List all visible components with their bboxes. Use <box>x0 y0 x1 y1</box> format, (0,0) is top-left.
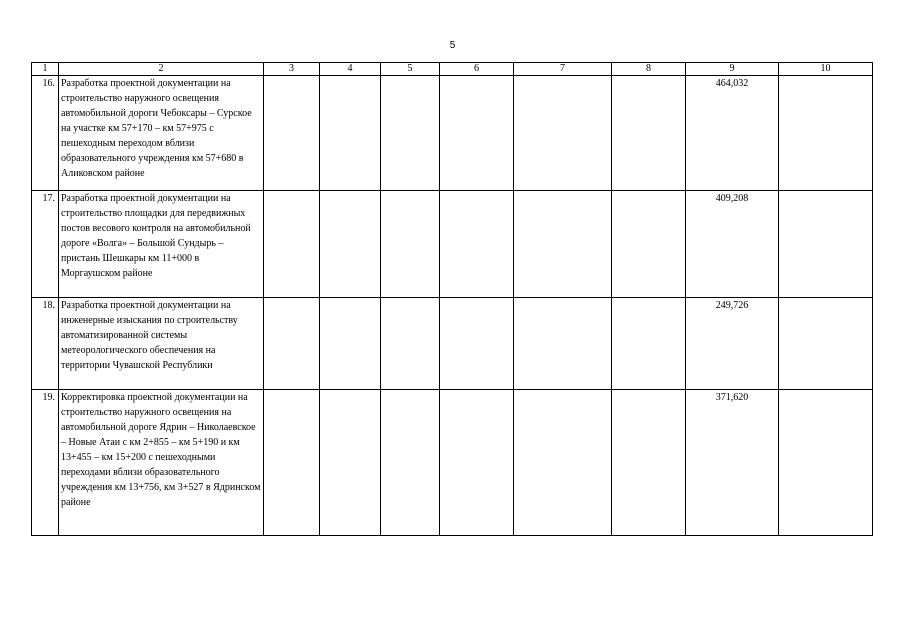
table-row <box>32 298 873 390</box>
cell <box>440 76 514 191</box>
column-header: 3 <box>264 63 320 76</box>
cell <box>612 390 686 536</box>
column-header: 5 <box>381 63 440 76</box>
cell <box>320 76 381 191</box>
cell <box>264 191 320 298</box>
cell <box>440 191 514 298</box>
cell <box>320 390 381 536</box>
row-number: 18. <box>32 298 59 390</box>
cell <box>320 298 381 390</box>
column-header: 10 <box>779 63 873 76</box>
column-header: 7 <box>514 63 612 76</box>
table-row <box>32 191 873 298</box>
cell <box>381 76 440 191</box>
column-header: 8 <box>612 63 686 76</box>
cell <box>264 76 320 191</box>
cell <box>779 76 873 191</box>
column-header: 1 <box>32 63 59 76</box>
table-row <box>32 76 873 191</box>
cell <box>514 390 612 536</box>
row-number: 16. <box>32 76 59 191</box>
cell <box>612 191 686 298</box>
column-header: 6 <box>440 63 514 76</box>
cell <box>514 191 612 298</box>
row-description: Разработка проектной документации на инженерные изыскания по строительству автоматизированной системы метеорологического обеспечения на территории Чувашской Республики <box>59 298 264 390</box>
amount-cell: 371,620 <box>686 390 779 536</box>
cell <box>514 298 612 390</box>
column-header: 9 <box>686 63 779 76</box>
column-header: 2 <box>59 63 264 76</box>
cell <box>440 298 514 390</box>
table-header-row <box>32 63 873 76</box>
cell <box>514 76 612 191</box>
row-number: 19. <box>32 390 59 536</box>
table-row <box>32 390 873 536</box>
cell <box>779 191 873 298</box>
cell <box>779 298 873 390</box>
cell <box>440 390 514 536</box>
row-number: 17. <box>32 191 59 298</box>
budget-table <box>31 62 873 536</box>
cell <box>264 298 320 390</box>
cell <box>612 298 686 390</box>
amount-cell: 409,208 <box>686 191 779 298</box>
page-number: 5 <box>449 40 456 51</box>
cell <box>381 298 440 390</box>
column-header: 4 <box>320 63 381 76</box>
row-description: Разработка проектной документации на строительство наружного освещения автомобильной дороги Чебоксары – Сурское на участке км 57+170 – км 57+975 с пешеходным переходом вблизи образовательного учреждения км 57+680 в Аликовском районе <box>59 76 264 191</box>
row-description: Разработка проектной документации на строительство площадки для передвижных постов весового контроля на автомобильной дороге «Волга» – Большой Сундырь – пристань Шешкары км 11+000 в Моргаушском районе <box>59 191 264 298</box>
row-description: Корректировка проектной документации на строительство наружного освещения на автомобильной дороге Ядрин – Николаевское – Новые Атаи с км 2+855 – км 5+190 и км 13+455 – км 15+200 с пешеходными переходами вблизи образовательного учреждения км 13+756, км 3+527 в Ядринском районе <box>59 390 264 536</box>
amount-cell: 464,032 <box>686 76 779 191</box>
cell <box>779 390 873 536</box>
cell <box>264 390 320 536</box>
cell <box>381 390 440 536</box>
amount-cell: 249,726 <box>686 298 779 390</box>
cell <box>381 191 440 298</box>
cell <box>320 191 381 298</box>
cell <box>612 76 686 191</box>
